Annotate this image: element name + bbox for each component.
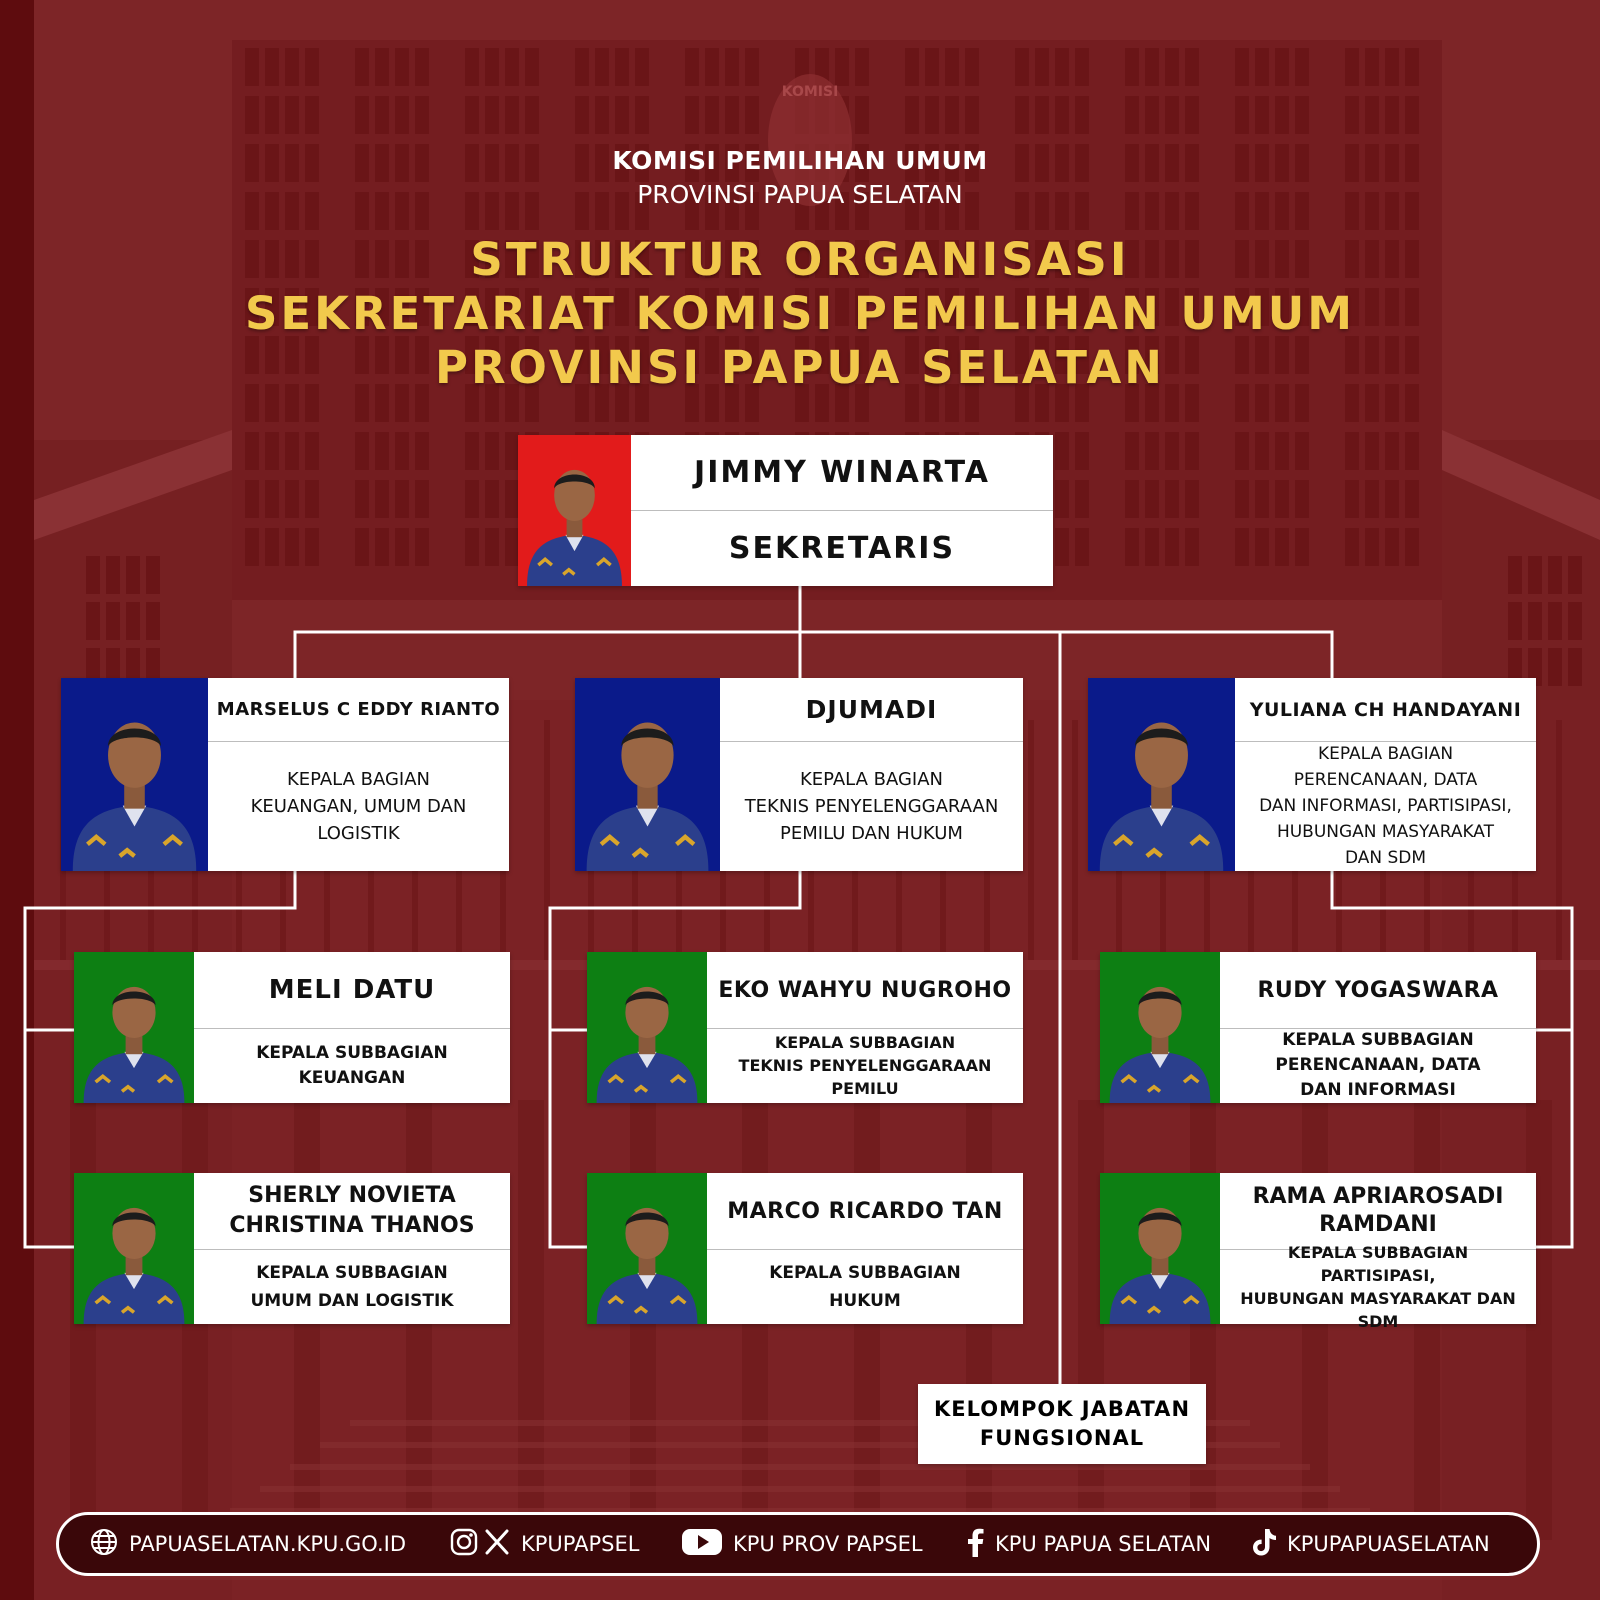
card-secretary xyxy=(518,435,1053,586)
functional-group-label: KELOMPOK JABATAN FUNGSIONAL xyxy=(933,1397,1191,1450)
org-name: KOMISI PEMILIHAN UMUM xyxy=(612,146,988,175)
footer-tiktok[interactable]: KPUPAPUASELATAN xyxy=(1251,1515,1490,1573)
card-functional-group xyxy=(918,1384,1206,1464)
photo-sub-technical xyxy=(587,952,707,1103)
card-sub-finance xyxy=(74,952,510,1103)
photo-head-technical xyxy=(575,678,720,871)
sub-technical-name: EKO WAHYU NUGROHO xyxy=(707,952,1023,1029)
title-line-1: STRUKTUR ORGANISASI xyxy=(470,233,1130,286)
sub-finance-name: MELI DATU xyxy=(194,952,510,1029)
youtube-icon xyxy=(681,1527,723,1562)
photo-sub-legal xyxy=(587,1173,707,1324)
org-province: PROVINSI PAPUA SELATAN xyxy=(637,180,963,209)
card-sub-planning xyxy=(1100,952,1536,1103)
head-technical-name: DJUMADI xyxy=(720,678,1023,742)
photo-sub-general xyxy=(74,1173,194,1324)
head-finance-role: KEPALA BAGIAN KEUANGAN, UMUM DAN LOGISTIK xyxy=(250,768,467,844)
title-line-3: PROVINSI PAPUA SELATAN xyxy=(435,341,1165,394)
sub-participation-role: KEPALA SUBBAGIAN PARTISIPASI, HUBUNGAN MASYARAKAT DAN SDM xyxy=(1240,1242,1516,1331)
photo-head-finance xyxy=(61,678,208,871)
head-finance-name: MARSELUS C EDDY RIANTO xyxy=(208,678,509,742)
card-sub-technical xyxy=(587,952,1023,1103)
card-head-technical xyxy=(575,678,1023,871)
photo-sub-planning xyxy=(1100,952,1220,1103)
x-icon xyxy=(483,1528,511,1561)
sub-general-name: SHERLY NOVIETA CHRISTINA THANOS xyxy=(194,1173,510,1250)
footer-facebook[interactable]: KPU PAPUA SELATAN xyxy=(967,1515,1211,1573)
head-planning-name: YULIANA CH HANDAYANI xyxy=(1235,678,1536,742)
card-sub-participation xyxy=(1100,1173,1536,1331)
footer-website[interactable]: PAPUASELATAN.KPU.GO.ID xyxy=(89,1515,406,1573)
photo-sub-finance xyxy=(74,952,194,1103)
sub-legal-role: KEPALA SUBBAGIAN HUKUM xyxy=(769,1262,961,1311)
sub-legal-name: MARCO RICARDO TAN xyxy=(707,1173,1023,1250)
instagram-icon xyxy=(449,1527,479,1562)
footer-social-bar xyxy=(56,1512,1540,1576)
sub-planning-name: RUDY YOGASWARA xyxy=(1220,952,1536,1029)
card-sub-legal xyxy=(587,1173,1023,1324)
sub-finance-role: KEPALA SUBBAGIAN KEUANGAN xyxy=(256,1042,448,1088)
globe-icon xyxy=(89,1527,119,1562)
card-head-finance xyxy=(61,678,509,871)
sub-technical-role: KEPALA SUBBAGIAN TEKNIS PENYELENGGARAAN PEMILU xyxy=(738,1033,992,1098)
title-line-2: SEKRETARIAT KOMISI PEMILIHAN UMUM xyxy=(244,287,1356,340)
photo-sub-participation xyxy=(1100,1173,1220,1324)
photo-head-planning xyxy=(1088,678,1235,871)
svg-text:KOMISI: KOMISI xyxy=(781,84,839,100)
head-technical-role: KEPALA BAGIAN TEKNIS PENYELENGGARAAN PEMILU DAN HUKUM xyxy=(744,768,999,844)
card-sub-general xyxy=(74,1173,510,1324)
sub-general-role: KEPALA SUBBAGIAN UMUM DAN LOGISTIK xyxy=(250,1262,454,1311)
footer-youtube[interactable]: KPU PROV PAPSEL xyxy=(681,1515,923,1573)
sub-participation-name: RAMA APRIAROSADI RAMDANI xyxy=(1220,1173,1536,1250)
head-planning-role: KEPALA BAGIAN PERENCANAAN, DATA DAN INFORMASI, PARTISIPASI, HUBUNGAN MASYARAKAT DAN SDM xyxy=(1259,744,1512,868)
secretary-name: JIMMY WINARTA xyxy=(631,435,1053,511)
card-head-planning xyxy=(1088,678,1536,871)
tiktok-icon xyxy=(1251,1527,1277,1562)
secretary-role: SEKRETARIS xyxy=(728,531,956,566)
footer-instagram-x[interactable]: KPUPAPSEL xyxy=(449,1515,639,1573)
photo-secretary xyxy=(518,435,631,586)
facebook-icon xyxy=(967,1527,985,1562)
sub-planning-role: KEPALA SUBBAGIAN PERENCANAAN, DATA DAN INFORMASI xyxy=(1275,1030,1481,1100)
